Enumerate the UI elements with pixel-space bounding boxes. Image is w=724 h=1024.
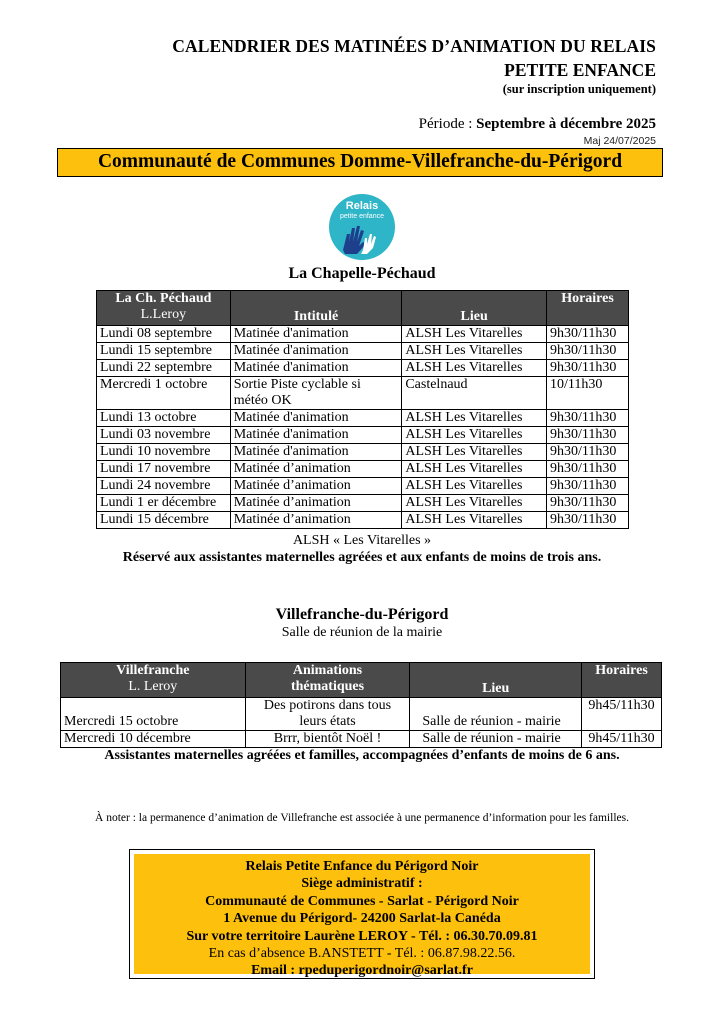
table-cell: Mercredi 10 décembre (61, 731, 246, 748)
contact-line4: 1 Avenue du Périgord- 24200 Sarlat-la Canéda (223, 911, 501, 927)
table-cell: Matinée d'animation (230, 444, 402, 461)
reserved-note: Réservé aux assistantes maternelles agréées et aux enfants de moins de trois ans. (122, 550, 602, 565)
table-cell: Lundi 13 octobre (97, 410, 231, 427)
contact-line6: En cas d’absence B.ANSTETT - Tél. : 06.87.98.22.56. (208, 946, 516, 962)
col-header-lieu: Lieu (410, 663, 582, 698)
col-header-animations: Animations thématiques (245, 663, 410, 698)
contact-line5: Sur votre territoire Laurène LEROY - Tél. : 06.30.70.09.81 (186, 928, 538, 944)
table-cell: Mercredi 15 octobre (61, 698, 246, 731)
table-cell: Matinée d’animation (230, 512, 402, 529)
period-label: Période : (418, 116, 477, 132)
logo-text-line1: Relais (345, 200, 379, 212)
col-header-date: Villefranche L. Leroy (61, 663, 246, 698)
table-cell: 9h30/11h30 (547, 444, 629, 461)
table-cell: Matinée d’animation (230, 461, 402, 478)
table-cell: Lundi 22 septembre (97, 360, 231, 377)
table-cell: Salle de réunion - mairie (410, 731, 582, 748)
table-row (97, 478, 629, 495)
contact-line2: Siège administratif : (301, 876, 423, 892)
section-title-villefranche: Villefranche-du-Périgord (275, 606, 449, 623)
period-value: Septembre à décembre 2025 (476, 116, 656, 132)
table-cell: Matinée d'animation (230, 360, 402, 377)
table-cell: Matinée d'animation (230, 326, 402, 343)
table-cell: ALSH Les Vitarelles (402, 326, 547, 343)
col-header-horaires: Horaires (582, 663, 662, 698)
table-row (97, 427, 629, 444)
col-header-date: La Ch. Péchaud L.Leroy (97, 291, 231, 326)
table-row (97, 444, 629, 461)
hands-icon (337, 220, 387, 256)
table-cell: ALSH Les Vitarelles (402, 360, 547, 377)
table-row (97, 343, 629, 360)
table-cell: Matinée d'animation (230, 410, 402, 427)
logo-text-line2: petite enfance (340, 213, 384, 220)
table-cell: Lundi 15 décembre (97, 512, 231, 529)
table-row (97, 495, 629, 512)
table-cell: ALSH Les Vitarelles (402, 478, 547, 495)
table-row (61, 698, 662, 731)
table-cell: ALSH Les Vitarelles (402, 495, 547, 512)
page-title-line1: CALENDRIER DES MATINÉES D’ANIMATION DU RELAIS (172, 36, 656, 56)
table-cell: Lundi 1 er décembre (97, 495, 231, 512)
table-cell: 10/11h30 (547, 377, 629, 410)
table-cell: Mercredi 1 octobre (97, 377, 231, 410)
table-cell: Castelnaud (402, 377, 547, 410)
table-cell: Matinée d’animation (230, 478, 402, 495)
footnote: À noter : la permanence d’animation de Villefranche est associée à une permanence d’information pour les familles. (95, 812, 629, 824)
contact-email[interactable]: Email : rpeduperigordnoir@sarlat.fr (251, 963, 473, 979)
table-cell: Lundi 03 novembre (97, 427, 231, 444)
table-cell: 9h30/11h30 (547, 410, 629, 427)
community-banner: Communauté de Communes Domme-Villefranche-du-Périgord (57, 148, 663, 177)
table-row (97, 377, 629, 410)
period (419, 116, 656, 133)
section-title-chapelle: La Chapelle-Péchaud (288, 265, 436, 282)
table-cell: Matinée d’animation (230, 495, 402, 512)
col-header-horaires: Horaires (547, 291, 629, 326)
contact-line3: Communauté de Communes - Sarlat - Périgord Noir (205, 893, 519, 909)
table-cell: Matinée d'animation (230, 343, 402, 360)
table-cell: 9h30/11h30 (547, 495, 629, 512)
table-cell: 9h30/11h30 (547, 512, 629, 529)
table-cell: Sortie Piste cyclable si météo OK (230, 377, 402, 410)
table-cell: ALSH Les Vitarelles (402, 343, 547, 360)
contact-line1: Relais Petite Enfance du Périgord Noir (245, 859, 479, 874)
page-subtitle: (sur inscription uniquement) (502, 82, 656, 96)
contact-box (129, 849, 595, 979)
table-cell: 9h30/11h30 (547, 461, 629, 478)
table-row (97, 360, 629, 377)
table-row (97, 461, 629, 478)
page-title-line2: PETITE ENFANCE (504, 60, 656, 80)
table-cell: 9h30/11h30 (547, 326, 629, 343)
table-cell: Brrr, bientôt Noël ! (245, 731, 410, 748)
table-row (97, 410, 629, 427)
table-cell: Lundi 24 novembre (97, 478, 231, 495)
table-cell: ALSH Les Vitarelles (402, 461, 547, 478)
table-cell: 9h30/11h30 (547, 427, 629, 444)
table-cell: 9h30/11h30 (547, 478, 629, 495)
col-header-intitule: Intitulé (230, 291, 402, 326)
section-subtitle-villefranche: Salle de réunion de la mairie (281, 625, 443, 640)
audience-note: Assistantes maternelles agréées et familles, accompagnées d’enfants de moins de 6 ans. (104, 748, 620, 763)
table-cell: ALSH Les Vitarelles (402, 427, 547, 444)
table-cell: Des potirons dans tous leurs états (245, 698, 410, 731)
table-cell: Matinée d'animation (230, 427, 402, 444)
table-cell: 9h30/11h30 (547, 360, 629, 377)
table-row (97, 326, 629, 343)
chapelle-table (96, 290, 629, 529)
villefranche-table (60, 662, 662, 748)
table-cell: Lundi 08 septembre (97, 326, 231, 343)
table-cell: Lundi 10 novembre (97, 444, 231, 461)
table-cell: ALSH Les Vitarelles (402, 444, 547, 461)
update-date: Maj 24/07/2025 (583, 135, 656, 147)
table-cell: ALSH Les Vitarelles (402, 512, 547, 529)
table-cell: 9h30/11h30 (547, 343, 629, 360)
location-note: ALSH « Les Vitarelles » (292, 533, 432, 548)
table-cell: 9h45/11h30 (582, 698, 662, 731)
col-header-lieu: Lieu (402, 291, 547, 326)
table-cell: ALSH Les Vitarelles (402, 410, 547, 427)
table-cell: Salle de réunion - mairie (410, 698, 582, 731)
relais-logo (329, 194, 395, 260)
table-row (61, 731, 662, 748)
table-cell: 9h45/11h30 (582, 731, 662, 748)
table-row (97, 512, 629, 529)
table-cell: Lundi 15 septembre (97, 343, 231, 360)
table-cell: Lundi 17 novembre (97, 461, 231, 478)
